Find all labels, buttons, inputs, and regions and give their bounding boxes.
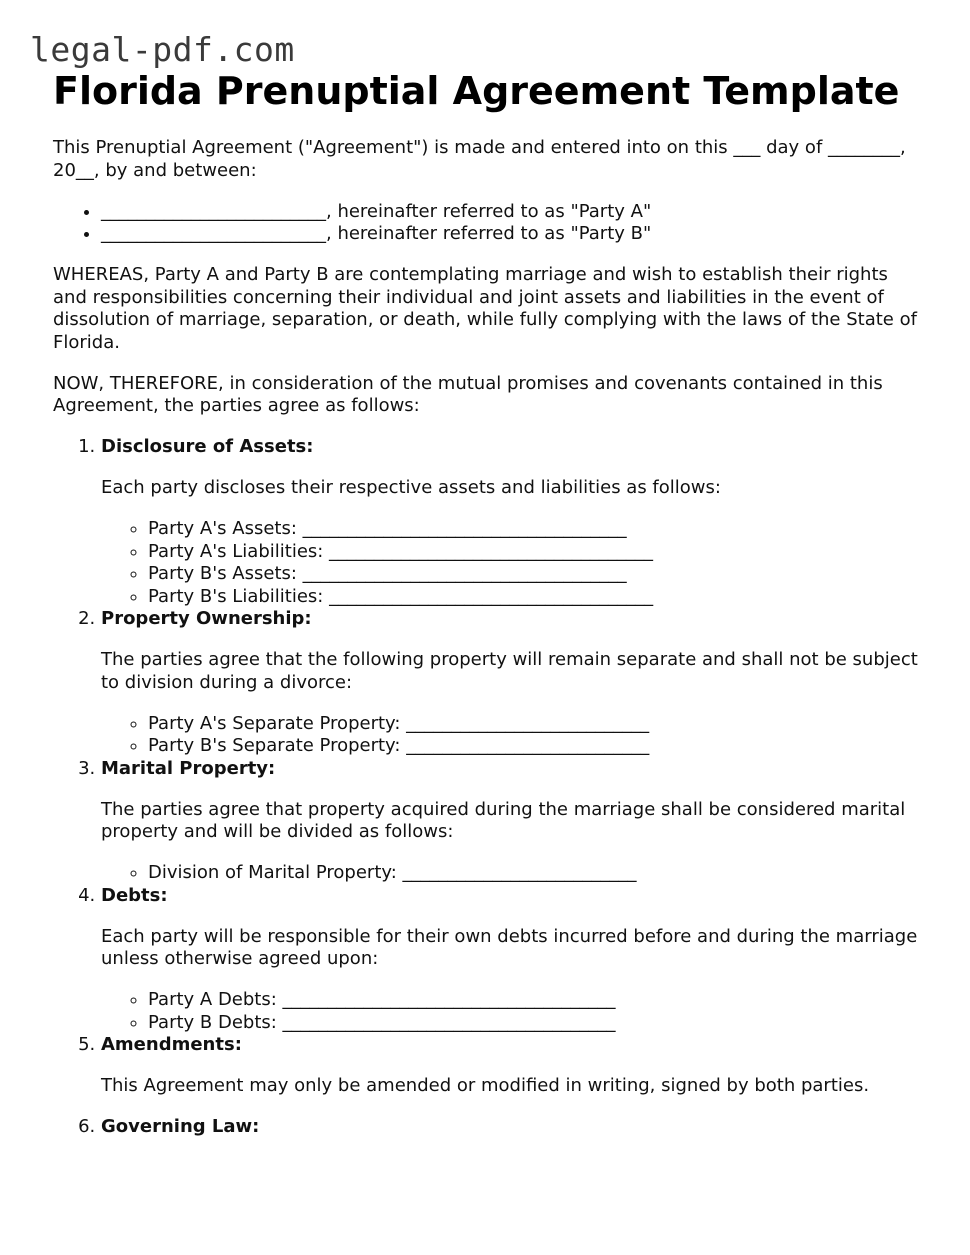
- list-item: ◦ Party B's Assets: ____________________________________: [148, 563, 923, 586]
- section-heading: 2. Property Ownership:: [101, 608, 312, 629]
- list-item: ◦ Division of Marital Property: __________________________: [148, 862, 923, 885]
- list-item: ◦ Party B's Separate Property: ___________________________: [148, 735, 923, 758]
- section-items: [101, 862, 923, 885]
- now-therefore-paragraph: NOW, THEREFORE, in consideration of the mutual promises and covenants contained in this Agreement, the parties agree as follows:: [53, 372, 883, 416]
- list-item: ◦ Party B Debts: _____________________________________: [148, 1012, 923, 1035]
- section-property-ownership: [101, 608, 923, 758]
- section-heading: 3. Marital Property:: [101, 757, 276, 779]
- section-heading: 4. Debts:: [101, 884, 168, 906]
- section-body: The parties agree that the following property will remain separate and shall not be subject to division during a divorce:: [101, 649, 918, 693]
- party-b-line: • _________________________, hereinafter referred to as "Party B": [101, 223, 923, 246]
- section-items: [101, 989, 923, 1034]
- section-amendments: [101, 1034, 923, 1098]
- document-body: [53, 66, 923, 1157]
- section-body: The parties agree that property acquired during the marriage shall be considered marital property and will be divided as follows:: [101, 798, 906, 842]
- list-item: ◦ Party A's Assets: ____________________________________: [148, 518, 923, 541]
- party-a-line: • _________________________, hereinafter referred to as "Party A": [101, 201, 923, 224]
- list-item: ◦ Party B's Liabilities: ____________________________________: [148, 586, 923, 609]
- section-heading: 1. Disclosure of Assets:: [101, 436, 314, 457]
- list-item: ◦ Party A's Separate Property: ___________________________: [148, 713, 923, 736]
- parties-list: [53, 201, 923, 246]
- sections-list: [53, 436, 923, 1139]
- section-marital-property: [101, 758, 923, 885]
- whereas-paragraph: WHEREAS, Party A and Party B are contemplating marriage and wish to establish their rights and responsibilities concerning their individual and joint assets and liabilities in the event of dissolution of marriage, separation, or death, while fully complying with the laws of the State of Florida.: [53, 264, 917, 353]
- section-heading: 5. Amendments:: [101, 1034, 242, 1055]
- section-heading: 6. Governing Law:: [101, 1116, 260, 1137]
- section-debts: [101, 885, 923, 1035]
- section-body: Each party will be responsible for their own debts incurred before and during the marriage unless otherwise agreed upon:: [101, 925, 918, 969]
- section-body: This Agreement may only be amended or modified in writing, signed by both parties.: [101, 1075, 870, 1096]
- list-item: ◦ Party A's Liabilities: ____________________________________: [148, 541, 923, 564]
- section-governing-law: [101, 1116, 923, 1139]
- watermark-logo: legal-pdf.com: [30, 30, 295, 69]
- section-disclosure-of-assets: [101, 436, 923, 608]
- list-item: ◦ Party A Debts: _____________________________________: [148, 989, 923, 1012]
- section-body: Each party discloses their respective assets and liabilities as follows:: [101, 477, 721, 498]
- section-items: [101, 713, 923, 758]
- document-title: Florida Prenuptial Agreement Template: [53, 69, 900, 113]
- intro-paragraph: This Prenuptial Agreement ("Agreement") is made and entered into on this ___ day of ________, 20__, by and between:: [53, 137, 906, 181]
- section-items: [101, 518, 923, 608]
